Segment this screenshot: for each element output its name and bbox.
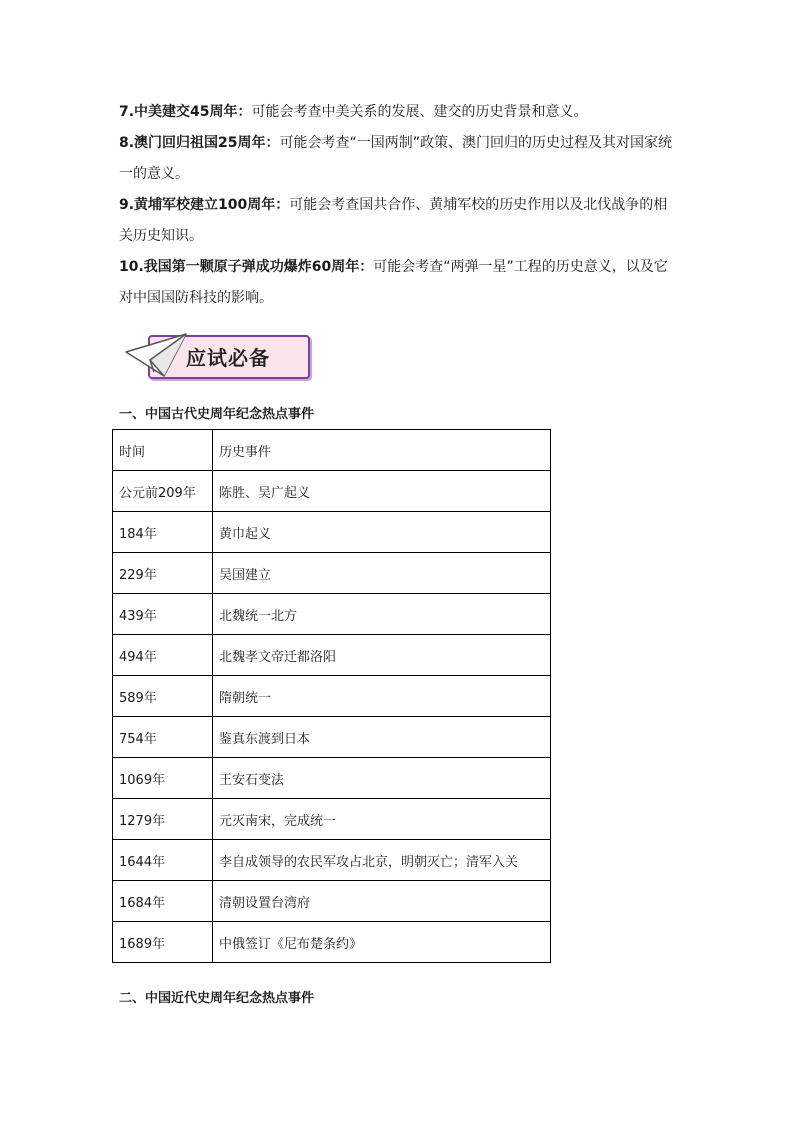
events-table bbox=[112, 429, 551, 963]
paragraph-item-8 bbox=[119, 128, 679, 190]
paragraph-item-7 bbox=[119, 97, 679, 128]
cell-time: 589年 bbox=[113, 676, 213, 717]
cell-event: 北魏统一北方 bbox=[213, 594, 551, 635]
paragraph-text: 可能会考查“一国两制”政策、澳门回归的历史过程及其对国家统一的意义。 bbox=[119, 135, 673, 182]
section-heading-ancient: 一、中国古代史周年纪念热点事件 bbox=[119, 407, 315, 422]
cell-event: 历史事件 bbox=[213, 430, 551, 471]
table-header-row bbox=[113, 430, 551, 471]
cell-event: 中俄签订《尼布楚条约》 bbox=[213, 922, 551, 963]
table-row bbox=[113, 512, 551, 553]
table-row bbox=[113, 881, 551, 922]
cell-time: 公元前209年 bbox=[113, 471, 213, 512]
paragraph-lead: 10.我国第一颗原子弹成功爆炸60周年： bbox=[119, 259, 374, 275]
paper-plane-icon bbox=[124, 330, 194, 382]
cell-event: 陈胜、吴广起义 bbox=[213, 471, 551, 512]
cell-event: 黄巾起义 bbox=[213, 512, 551, 553]
cell-time: 229年 bbox=[113, 553, 213, 594]
cell-time: 1069年 bbox=[113, 758, 213, 799]
cell-time: 439年 bbox=[113, 594, 213, 635]
paragraph-lead: 8.澳门回归祖国25周年： bbox=[119, 135, 280, 151]
cell-time: 1279年 bbox=[113, 799, 213, 840]
table-row bbox=[113, 717, 551, 758]
paragraph-text: 可能会考查国共合作、黄埔军校的历史作用以及北伐战争的相关历史知识。 bbox=[119, 197, 668, 244]
table-row bbox=[113, 553, 551, 594]
cell-time: 1644年 bbox=[113, 840, 213, 881]
cell-event: 王安石变法 bbox=[213, 758, 551, 799]
cell-event: 清朝设置台湾府 bbox=[213, 881, 551, 922]
table-row bbox=[113, 676, 551, 717]
section-heading-modern: 二、中国近代史周年纪念热点事件 bbox=[119, 991, 315, 1006]
cell-time: 时间 bbox=[113, 430, 213, 471]
paragraph-text: 可能会考查中美关系的发展、建交的历史背景和意义。 bbox=[251, 104, 588, 120]
paragraph-lead: 7.中美建交45周年： bbox=[119, 104, 252, 120]
table-row bbox=[113, 799, 551, 840]
cell-event: 元灭南宋，完成统一 bbox=[213, 799, 551, 840]
cell-time: 184年 bbox=[113, 512, 213, 553]
table-row bbox=[113, 594, 551, 635]
cell-event: 北魏孝文帝迁都洛阳 bbox=[213, 635, 551, 676]
cell-event: 鉴真东渡到日本 bbox=[213, 717, 551, 758]
banner-label: 应试必备 bbox=[186, 346, 270, 370]
paragraph-lead: 9.黄埔军校建立100周年： bbox=[119, 197, 290, 213]
paragraph-item-9 bbox=[119, 190, 679, 252]
cell-time: 1684年 bbox=[113, 881, 213, 922]
cell-event: 李自成领导的农民军攻占北京，明朝灭亡；清军入关 bbox=[213, 840, 551, 881]
section-banner bbox=[124, 330, 310, 382]
table-row bbox=[113, 840, 551, 881]
cell-event: 隋朝统一 bbox=[213, 676, 551, 717]
cell-time: 494年 bbox=[113, 635, 213, 676]
cell-event: 吴国建立 bbox=[213, 553, 551, 594]
cell-time: 754年 bbox=[113, 717, 213, 758]
paragraph-item-10 bbox=[119, 252, 679, 314]
table-row bbox=[113, 471, 551, 512]
table-row bbox=[113, 758, 551, 799]
paragraph-text: 可能会考查“两弹一星”工程的历史意义，以及它对中国国防科技的影响。 bbox=[119, 259, 668, 306]
table-row bbox=[113, 922, 551, 963]
table-row bbox=[113, 635, 551, 676]
cell-time: 1689年 bbox=[113, 922, 213, 963]
